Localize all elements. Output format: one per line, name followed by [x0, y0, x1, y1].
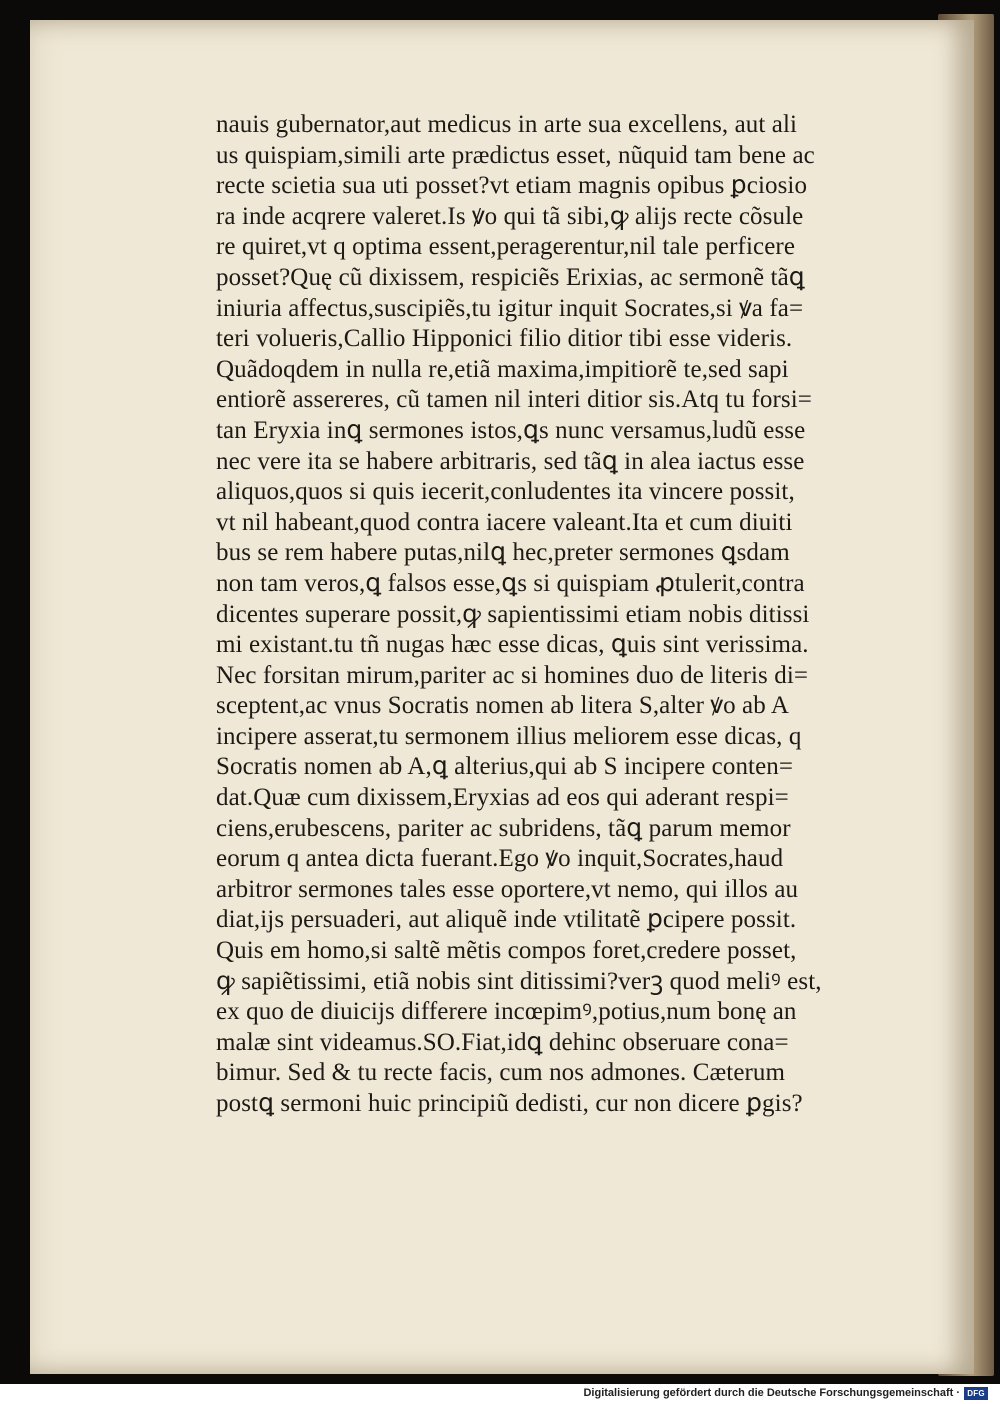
text-line: us quispiam,simili arte prædictus esset, nũquid tam bene ac — [216, 141, 815, 169]
text-line: ra inde acqrere valeret.Is ꝟo qui tã sibi,ꝙ alijs recte cõsule — [216, 202, 804, 230]
text-line: re quiret,vt q optima essent,peragerentur,nil tale perficere — [216, 233, 796, 261]
text-line: vt nil habeant,quod contra iacere valeant.Ita et cum diuiti — [216, 508, 793, 536]
text-line: non tam veros,ꝗ falsos esse,ꝗs si quispiam ꝓtulerit,contra — [216, 569, 805, 597]
text-line: Socratis nomen ab A,ꝗ alterius,qui ab S incipere conten= — [216, 753, 794, 781]
text-line: eorum q antea dicta fuerant.Ego ꝟo inquit,Socrates,haud — [216, 845, 784, 873]
text-line: Quãdoqdem in nulla re,etiã maxima,impitiorẽ te,sed sapi — [216, 355, 789, 383]
text-line: Quis em homo,si saltẽ mẽtis compos foret,credere posset, — [216, 937, 797, 965]
text-line: diat,ijs persuaderi, aut aliquẽ inde vtilitatẽ ꝑcipere possit. — [216, 906, 797, 934]
text-line: iniuria affectus,suscipiẽs,tu igitur inquit Socrates,si ꝟa fa= — [216, 294, 804, 322]
text-line: dicentes superare possit,ꝙ sapientissimi etiam nobis ditissi — [216, 600, 810, 628]
text-line: entiorẽ assereres, cũ tamen nil interi ditior sis.Atq tu forsi= — [216, 386, 812, 414]
text-line: nauis gubernator,aut medicus in arte sua excellens, aut ali — [216, 111, 798, 138]
text-line: ꝙ sapiẽtissimi, etiã nobis sint ditissimi?verꝫ quod meliꝰ est, — [216, 967, 822, 995]
text-line: ex quo de diuicijs differere incœpimꝰ,potius,num bonę an — [216, 998, 797, 1026]
text-line: ciens,erubescens, pariter ac subridens, tãꝗ parum memor — [216, 814, 791, 842]
text-line: tan Eryxia inꝗ sermones istos,ꝗs nunc versamus,ludũ esse — [216, 416, 806, 444]
page-text-block — [216, 110, 928, 1120]
text-line: postꝗ sermoni huic principiũ dedisti, cur non dicere ꝑgis? — [216, 1090, 803, 1117]
text-line: incipere asserat,tu sermonem illius meliorem esse dicas, q — [216, 722, 802, 750]
text-line: bimur. Sed & tu recte facis, cum nos admones. Cæterum — [216, 1059, 786, 1087]
text-line: aliquos,quos si quis iecerit,conludentes ita vincere possit, — [216, 478, 795, 506]
text-line: arbitror sermones tales esse oportere,vt nemo, qui illos au — [216, 875, 799, 903]
text-line: posset?Quę cũ dixissem, respiciẽs Erixias, ac sermonẽ tãꝗ — [216, 263, 805, 291]
text-line: teri volueris,Callio Hipponici filio ditior tibi esse videris. — [216, 325, 793, 353]
text-line: malæ sint videamus.SO.Fiat,idꝗ dehinc obseruare cona= — [216, 1028, 789, 1056]
text-line: recte scietia sua uti posset?vt etiam magnis opibus ꝑciosio — [216, 172, 808, 200]
text-line: sceptent,ac vnus Socratis nomen ab litera S,alter ꝟo ab A — [216, 692, 789, 720]
dfg-logo-icon: DFG — [964, 1387, 988, 1400]
text-line: nec vere ita se habere arbitraris, sed tãꝗ in alea iactus esse — [216, 447, 805, 475]
funding-credit: Digitalisierung gefördert durch die Deutsche Forschungsgemeinschaft · — [583, 1387, 960, 1399]
text-line: mi existant.tu tñ nugas hæc esse dicas, ꝗuis sint verissima. — [216, 631, 809, 659]
text-line: dat.Quæ cum dixissem,Eryxias ad eos qui aderant respi= — [216, 784, 789, 812]
text-line: bus se rem habere putas,nilꝗ hec,preter sermones ꝗsdam — [216, 539, 790, 567]
text-line: Nec forsitan mirum,pariter ac si homines duo de literis di= — [216, 661, 809, 689]
footer-bar — [0, 1384, 1000, 1404]
